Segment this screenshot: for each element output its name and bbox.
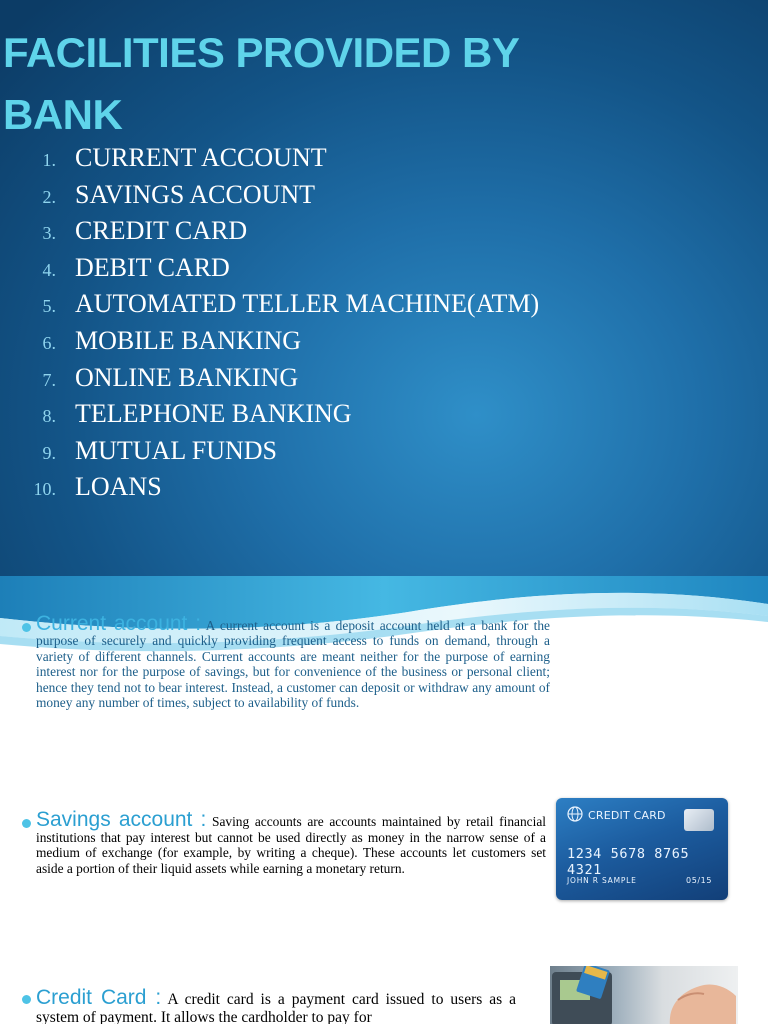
credit-card-heading: Credit Card : <box>36 986 162 1009</box>
item-label: CREDIT CARD <box>75 216 248 246</box>
savings-account-paragraph <box>36 808 546 876</box>
item-label: CURRENT ACCOUNT <box>75 143 327 172</box>
card-holder: JOHN R SAMPLE <box>567 876 637 885</box>
item-label: MUTUAL FUNDS <box>75 435 277 465</box>
item-label: DEBIT CARD <box>75 252 230 282</box>
current-account-paragraph <box>36 612 550 711</box>
item-number: 10. <box>33 479 56 500</box>
item-label: LOANS <box>75 472 162 502</box>
item-number: 5. <box>42 296 56 317</box>
card-number: 1234 5678 8765 4321 <box>567 846 690 878</box>
card-chip-icon <box>684 809 714 831</box>
item-label: TELEPHONE BANKING <box>75 399 352 429</box>
item-number: 1. <box>42 150 56 170</box>
item-label: ONLINE BANKING <box>75 362 299 392</box>
savings-account-heading: Savings account : <box>36 808 207 831</box>
item-number: 2. <box>42 186 56 207</box>
card-terminal-photo <box>550 966 738 1024</box>
card-brand: CREDIT CARD <box>588 809 666 822</box>
savings-account-text: Saving accounts are accounts maintained by retail financial institutions that pay interest but cannot be used directly as money in the narrow sense of a medium of exchange (for example, by writing a cheque). These accounts let customers set aside a portion of their liquid assets while earning a monetary return. <box>36 814 546 876</box>
item-label: SAVINGS ACCOUNT <box>75 179 316 209</box>
item-label: AUTOMATED TELLER MACHINE(ATM) <box>75 289 540 319</box>
current-account-text: A current account is a deposit account held at a bank for the purpose of securely and quickly providing frequent access to funds on demand, through a variety of different channels. Current accounts are meant neither for the purpose of earning interest nor for the purpose of savings, but for convenience of the business or personal client; hence they tend not to bear interest. Instead, a customer can deposit or withdraw any amount of money any number of times, subject to availability of funds. <box>36 618 550 711</box>
item-number: 9. <box>42 442 56 463</box>
bullet-icon <box>22 623 31 632</box>
slide-title: FACILITIES PROVIDED BY BANK <box>3 29 519 138</box>
current-account-heading: Current account : <box>36 612 202 635</box>
item-number: 4. <box>42 259 56 280</box>
item-number: 6. <box>42 332 56 353</box>
terminal-hand-illustration <box>550 966 738 1024</box>
bullet-icon <box>22 995 31 1004</box>
credit-card-paragraph <box>36 986 516 1024</box>
item-number: 3. <box>42 223 56 244</box>
card-expiry: 05/15 <box>686 876 713 885</box>
credit-card-image <box>556 798 728 900</box>
credit-card-text: A credit card is a payment card issued to users as a system of payment. It allows the cardholder to pay for <box>36 991 516 1024</box>
bullet-icon <box>22 819 31 828</box>
item-label: MOBILE BANKING <box>75 325 302 355</box>
item-number: 7. <box>42 369 56 390</box>
globe-icon <box>567 806 583 822</box>
slide-account-details <box>0 576 768 1024</box>
item-number: 8. <box>42 406 56 427</box>
